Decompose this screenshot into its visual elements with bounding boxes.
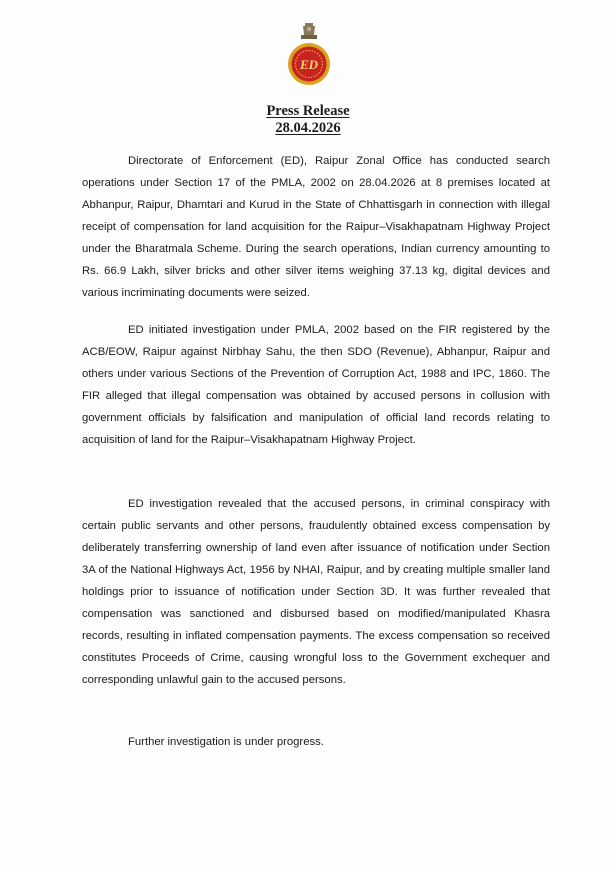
emblem-monogram: ED: [299, 57, 319, 72]
enforcement-directorate-emblem: [285, 20, 333, 92]
lion-capital-icon: [301, 23, 317, 39]
paragraph-search-operations: Directorate of Enforcement (ED), Raipur Zonal Office has conducted search operations under Section 17 of the PMLA, 2002 on 28.04.2026 at 8 premises located at Abhanpur, Raipur, Dhamtari and Kurud in the State of Chhattisgarh in connection with illegal receipt of compensation for land acquisition for the Raipur–Visakhapatnam Highway Project under the Bharatmala Scheme. During the search operations, Indian currency amounting to Rs. 66.9 Lakh, silver bricks and other silver items weighing 37.13 kg, digital devices and various incriminating documents were seized.: [82, 155, 550, 299]
press-release-title: Press Release: [266, 103, 350, 119]
press-release-date: 28.04.2026: [275, 120, 341, 136]
paragraph-investigation-basis: ED initiated investigation under PMLA, 2002 based on the FIR registered by the ACB/EOW, Raipur against Nirbhay Sahu, the then SDO (Revenue), Abhanpur, Raipur and others under various Sections of the Prevention of Corruption Act, 1988 and IPC, 1860. The FIR alleged that illegal compensation was obtained by accused persons in collusion with government officials by falsification and manipulation of official land records relating to acquisition of land for the Raipur–Visakhapatnam Highway Project.: [82, 324, 550, 446]
paragraph-investigation-findings: ED investigation revealed that the accused persons, in criminal conspiracy with certain public servants and other persons, fraudulently obtained excess compensation by deliberately transferring ownership of land even after issuance of notification under Section 3A of the National Highways Act, 1956 by NHAI, Raipur, and by creating multiple smaller land holdings prior to issuance of notification under Section 3D. It was further revealed that compensation was sanctioned and disbursed based on modified/manipulated Khasra records, resulting in inflated compensation payments. The excess compensation so received constitutes Proceeds of Crime, causing wrongful loss to the Government exchequer and corresponding unlawful gain to the accused persons.: [82, 498, 550, 686]
paragraph-further-investigation: Further investigation is under progress.: [128, 736, 324, 748]
